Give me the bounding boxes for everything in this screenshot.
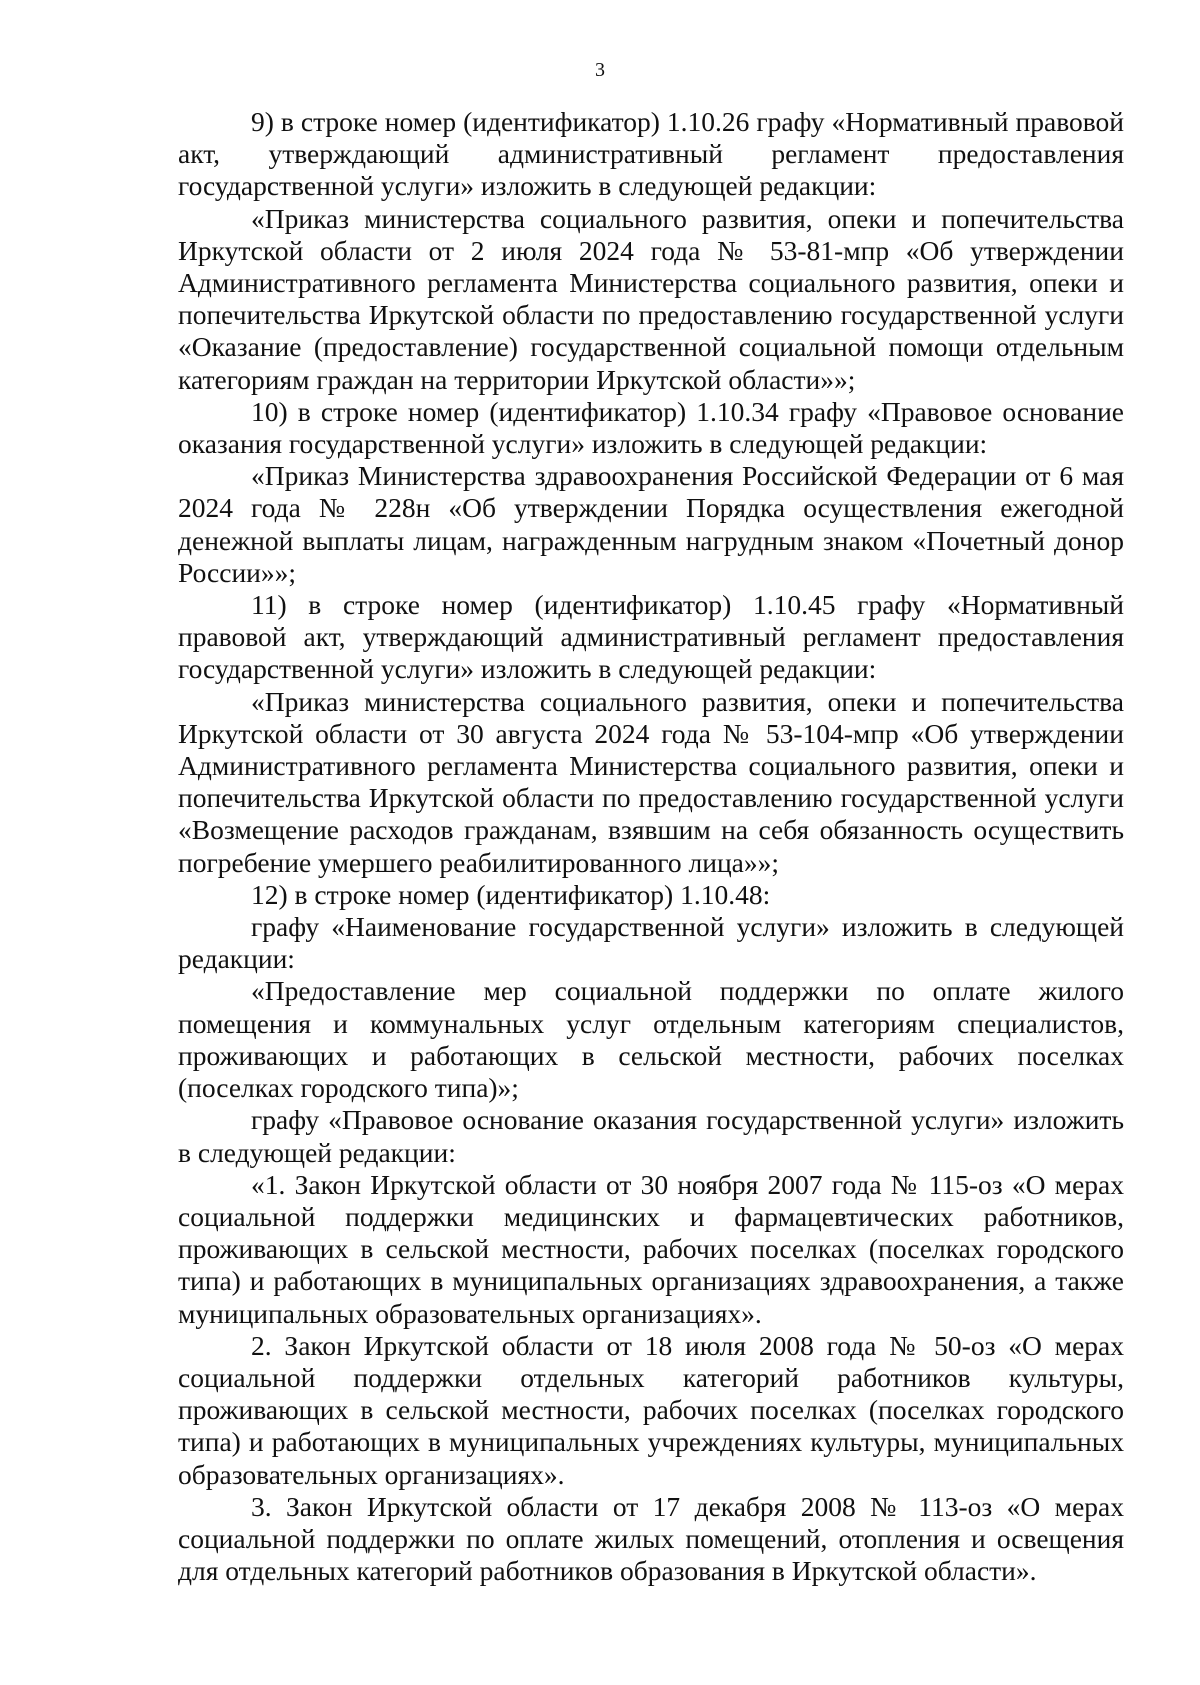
paragraph-law-115-oz: «1. Закон Иркутской области от 30 ноября 2007 года № 115-оз «О мерах социальной поддержки медицинских и фармацевтических работников, проживающих в сельской местности, рабочих поселках (поселках городского типа) и работающих в муниципальных организациях здравоохранения, а также муниципальных образовательных организациях». (178, 1168, 1124, 1329)
paragraph-item-11: 11) в строке номер (идентификатор) 1.10.45 графу «Нормативный правовой акт, утверждающий административный регламент предоставления государственной услуги» изложить в следующей редакции: (178, 589, 1124, 685)
paragraph-order-53-81: «Приказ министерства социального развития, опеки и попечительства Иркутской области от 2 июля 2024 года № 53-81-мпр «Об утверждении Административного регламента Министерства социального развития, опеки и попечительства Иркутской области по предоставлению государственной услуги «Оказание (предоставление) государственной социальной помощи отдельным категориям граждан на территории Иркутской области»»; (178, 202, 1124, 395)
paragraph-service-name: «Предоставление мер социальной поддержки по оплате жилого помещения и коммунальных услуг отдельным категориям специалистов, проживающих и работающих в сельской местности, рабочих поселках (поселках городского типа)»; (178, 975, 1124, 1104)
paragraph-column-name: графу «Наименование государственной услуги» изложить в следующей редакции: (178, 911, 1124, 975)
document-body (178, 106, 1124, 1587)
paragraph-law-113-oz: 3. Закон Иркутской области от 17 декабря 2008 № 113-оз «О мерах социальной поддержки по оплате жилых помещений, отопления и освещения для отдельных категорий работников образования в Иркутской области». (178, 1490, 1124, 1587)
paragraph-order-53-104: «Приказ министерства социального развития, опеки и попечительства Иркутской области от 30 августа 2024 года № 53-104-мпр «Об утверждении Административного регламента Министерства социального развития, опеки и попечительства Иркутской области по предоставлению государственной услуги «Возмещение расходов гражданам, взявшим на себя обязанность осуществить погребение умершего реабилитированного лица»»; (178, 685, 1124, 878)
paragraph-item-10: 10) в строке номер (идентификатор) 1.10.34 графу «Правовое основание оказания государственной услуги» изложить в следующей редакции: (178, 395, 1124, 460)
paragraph-column-legal-basis: графу «Правовое основание оказания государственной услуги» изложить в следующей редакции: (178, 1104, 1124, 1168)
paragraph-order-228n: «Приказ Министерства здравоохранения Российской Федерации от 6 мая 2024 года № 228н «Об утверждении Порядка осуществления ежегодной денежной выплаты лицам, награжденным нагрудным знаком «Почетный донор России»»; (178, 460, 1124, 588)
page-number: 3 (595, 59, 605, 81)
paragraph-item-12: 12) в строке номер (идентификатор) 1.10.48: (251, 878, 771, 910)
paragraph-item-9: 9) в строке номер (идентификатор) 1.10.26 графу «Нормативный правовой акт, утверждающий административный регламент предоставления государственной услуги» изложить в следующей редакции: (178, 106, 1124, 202)
paragraph-law-50-oz: 2. Закон Иркутской области от 18 июля 2008 года № 50-оз «О мерах социальной поддержки отдельных категорий работников культуры, проживающих в сельской местности, рабочих поселках (поселках городского типа) и работающих в муниципальных учреждениях культуры, муниципальных образовательных организациях». (178, 1329, 1124, 1490)
